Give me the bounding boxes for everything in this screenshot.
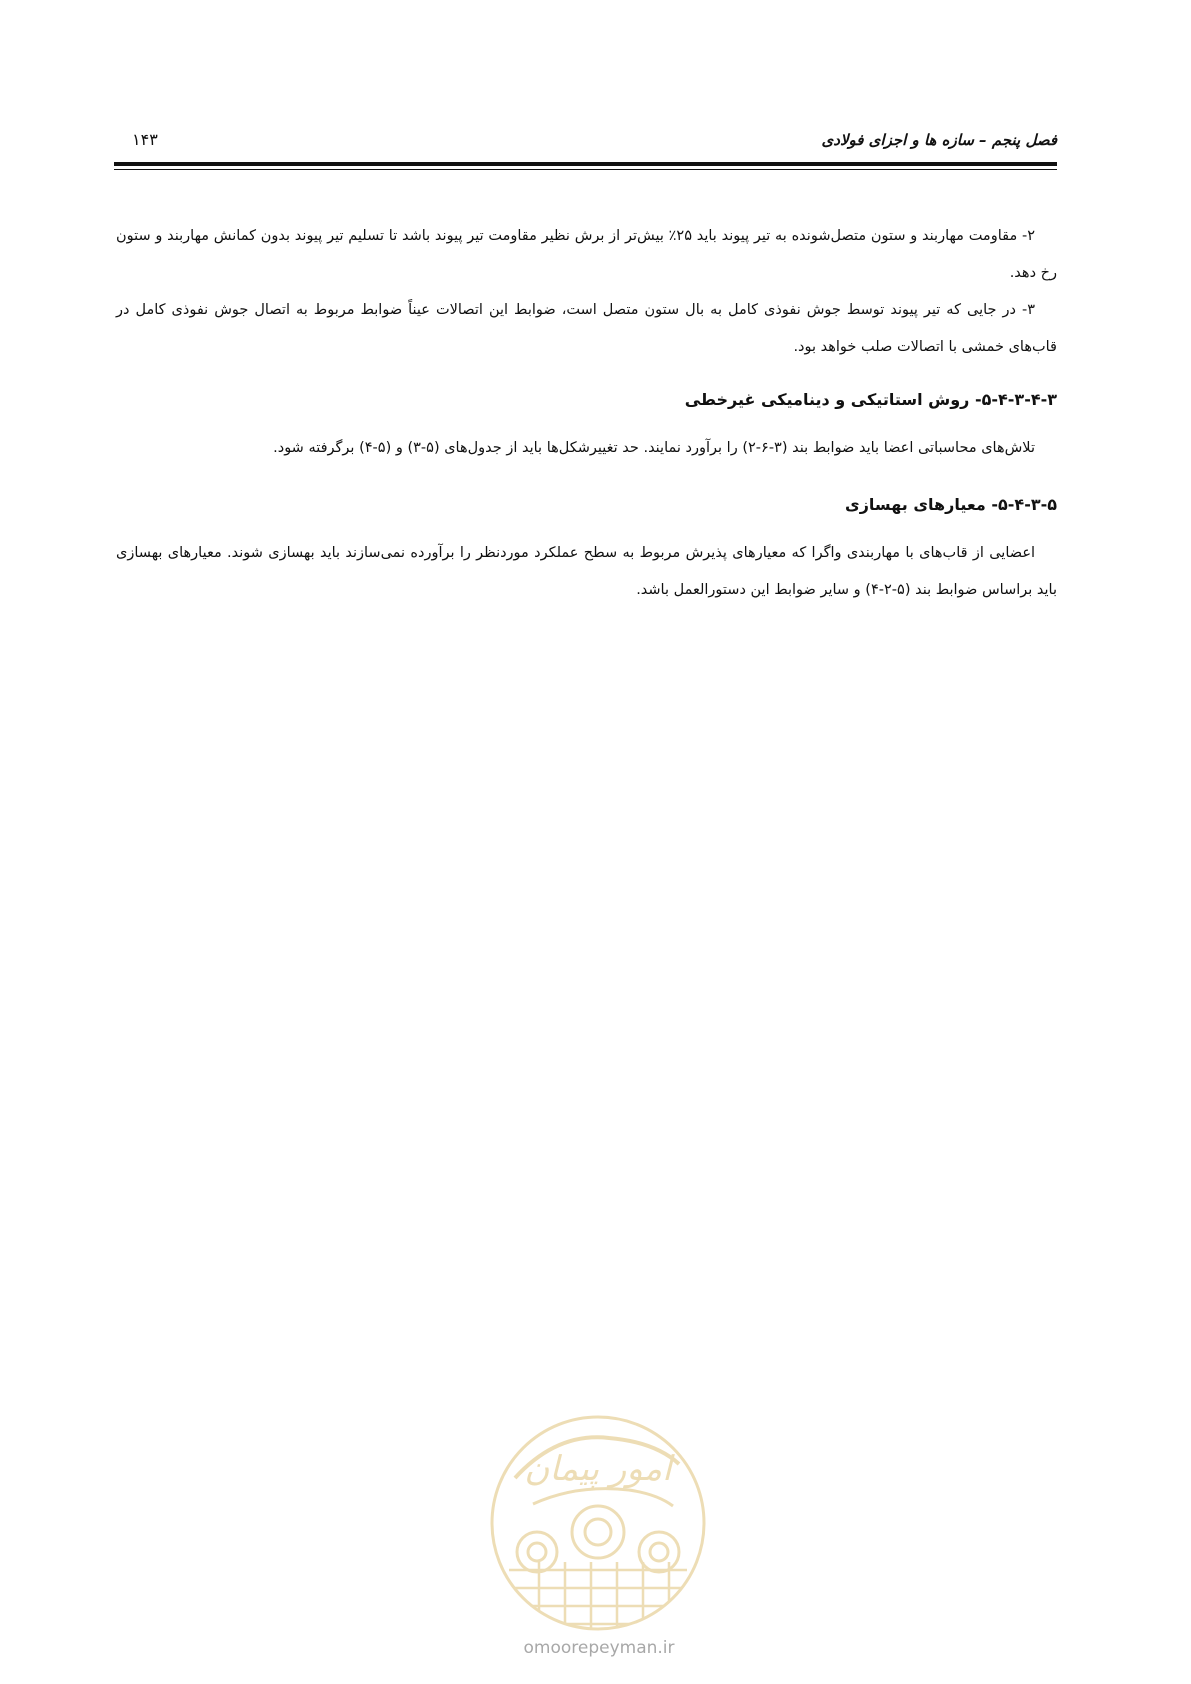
page-header	[114, 128, 1057, 158]
watermark-logo-text: امور پیمان	[524, 1449, 672, 1489]
watermark-logo	[487, 1412, 709, 1634]
watermark-url: omoorepeyman.ir	[523, 1638, 675, 1658]
paragraph-item-2: ۲- مقاومت مهاربند و ستون متصل‌شونده به تیر پیوند باید ۲۵٪ بیش‌تر از برش نظیر مقاومت تیر پیوند باشد تا تسلیم تیر پیوند بدون کمانش مهاربند و ستون رخ دهد.	[116, 228, 1057, 281]
paragraph-nonlinear-procedures: تلاش‌های محاسباتی اعضا باید ضوابط بند (۳-۶-۲) را برآورد نمایند. حد تغییرشکل‌ها باید از جدول‌های (۵-۳) و (۵-۴) برگرفته شود.	[273, 440, 1035, 456]
section-heading-nonlinear-procedures: ۵-۴-۳-۴-۳- روش استاتیکی و دینامیکی غیرخطی	[684, 390, 1057, 409]
page-body	[116, 218, 1057, 609]
section-heading-rehabilitation-criteria: ۵-۴-۳-۵- معیارهای بهسازی	[845, 495, 1057, 514]
chapter-title: فصل پنجم – سازه ها و اجزای فولادی	[821, 131, 1057, 149]
paragraph-rehabilitation-criteria: اعضایی از قاب‌های با مهاربندی واگرا که معیارهای پذیرش مربوط به سطح عملکرد موردنظر را برآورده نمی‌سازند باید بهسازی شوند. معیارهای بهسازی باید براساس ضوابط بند (۵-۲-۴) و سایر ضوابط این دستورالعمل باشد.	[116, 545, 1057, 598]
header-rule-thin	[114, 169, 1057, 170]
page-number: ۱۴۳	[132, 130, 158, 149]
header-rule-thick	[114, 162, 1057, 166]
paragraph-item-3: ۳- در جایی که تیر پیوند توسط جوش نفوذی کامل به بال ستون متصل است، ضوابط این اتصالات عیناً ضوابط مربوط به اتصال جوش نفوذی کامل در قاب‌های خمشی با اتصالات صلب خواهد بود.	[116, 302, 1057, 355]
